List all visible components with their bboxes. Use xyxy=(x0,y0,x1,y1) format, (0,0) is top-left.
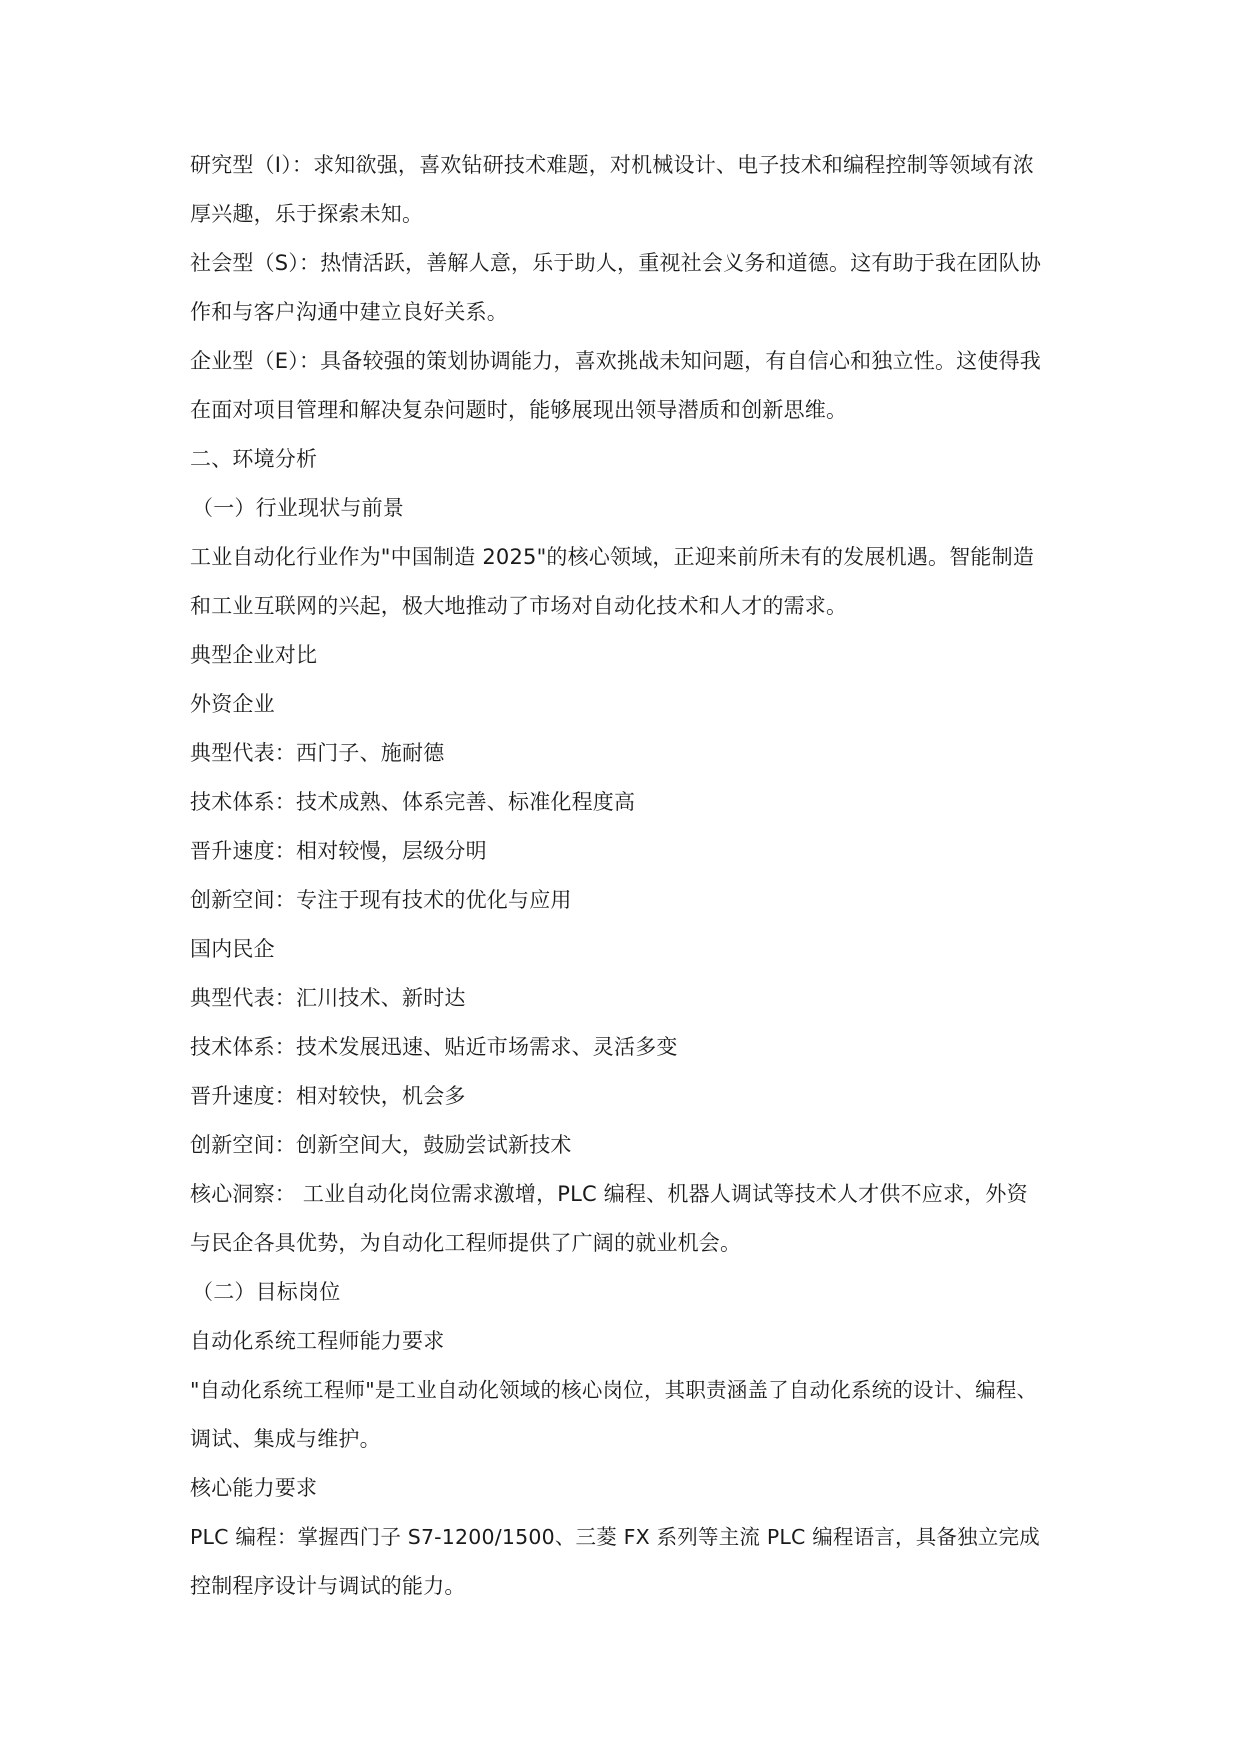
text-line: 核心能力要求 xyxy=(190,1476,318,1500)
section-heading: 二、环境分析 xyxy=(190,447,318,471)
subsection-heading: （一）行业现状与前景 xyxy=(192,496,404,520)
text-line: 国内民企 xyxy=(190,937,275,961)
text-line: 社会型（S）：热情活跃，善解人意，乐于助人，重视社会义务和道德。这有助于我在团队协 xyxy=(190,251,1042,275)
text-line: 创新空间：专注于现有技术的优化与应用 xyxy=(190,888,572,912)
text-line: 技术体系：技术发展迅速、贴近市场需求、灵活多变 xyxy=(190,1035,678,1059)
text-line: 技术体系：技术成熟、体系完善、标准化程度高 xyxy=(190,790,636,814)
text-line: 在面对项目管理和解决复杂问题时，能够展现出领导潜质和创新思维。 xyxy=(190,398,848,422)
text-line: 核心洞察： 工业自动化岗位需求激增，PLC 编程、机器人调试等技术人才供不应求，外资 xyxy=(190,1182,1028,1206)
text-line: 厚兴趣，乐于探索未知。 xyxy=(190,202,424,226)
text-line: 和工业互联网的兴起，极大地推动了市场对自动化技术和人才的需求。 xyxy=(190,594,848,618)
subsection-heading: （二）目标岗位 xyxy=(192,1280,341,1304)
text-line: 工业自动化行业作为"中国制造 2025"的核心领域，正迎来前所未有的发展机遇。智能制造 xyxy=(190,545,1035,569)
text-line: 研究型（I）：求知欲强，喜欢钻研技术难题，对机械设计、电子技术和编程控制等领域有浓 xyxy=(190,153,1034,177)
text-line: 典型代表：西门子、施耐德 xyxy=(190,741,445,765)
text-line: 作和与客户沟通中建立良好关系。 xyxy=(190,300,508,324)
text-line: 企业型（E）：具备较强的策划协调能力，喜欢挑战未知问题，有自信心和独立性。这使得我 xyxy=(190,349,1041,373)
text-line: 晋升速度：相对较慢，层级分明 xyxy=(190,839,487,863)
text-line: 典型企业对比 xyxy=(190,643,318,667)
text-line: 自动化系统工程师能力要求 xyxy=(190,1329,445,1353)
text-line: 与民企各具优势，为自动化工程师提供了广阔的就业机会。 xyxy=(190,1231,742,1255)
text-line: 调试、集成与维护。 xyxy=(190,1427,381,1451)
text-line: 典型代表：汇川技术、新时达 xyxy=(190,986,466,1010)
text-line: 控制程序设计与调试的能力。 xyxy=(190,1574,466,1598)
text-line: 外资企业 xyxy=(190,692,275,716)
text-line: 晋升速度：相对较快，机会多 xyxy=(190,1084,466,1108)
text-line: PLC 编程：掌握西门子 S7-1200/1500、三菱 FX 系列等主流 PLC 编程语言，具备独立完成 xyxy=(190,1525,1040,1549)
text-line: "自动化系统工程师"是工业自动化领域的核心岗位，其职责涵盖了自动化系统的设计、编程、 xyxy=(190,1378,1038,1402)
text-line: 创新空间：创新空间大，鼓励尝试新技术 xyxy=(190,1133,572,1157)
